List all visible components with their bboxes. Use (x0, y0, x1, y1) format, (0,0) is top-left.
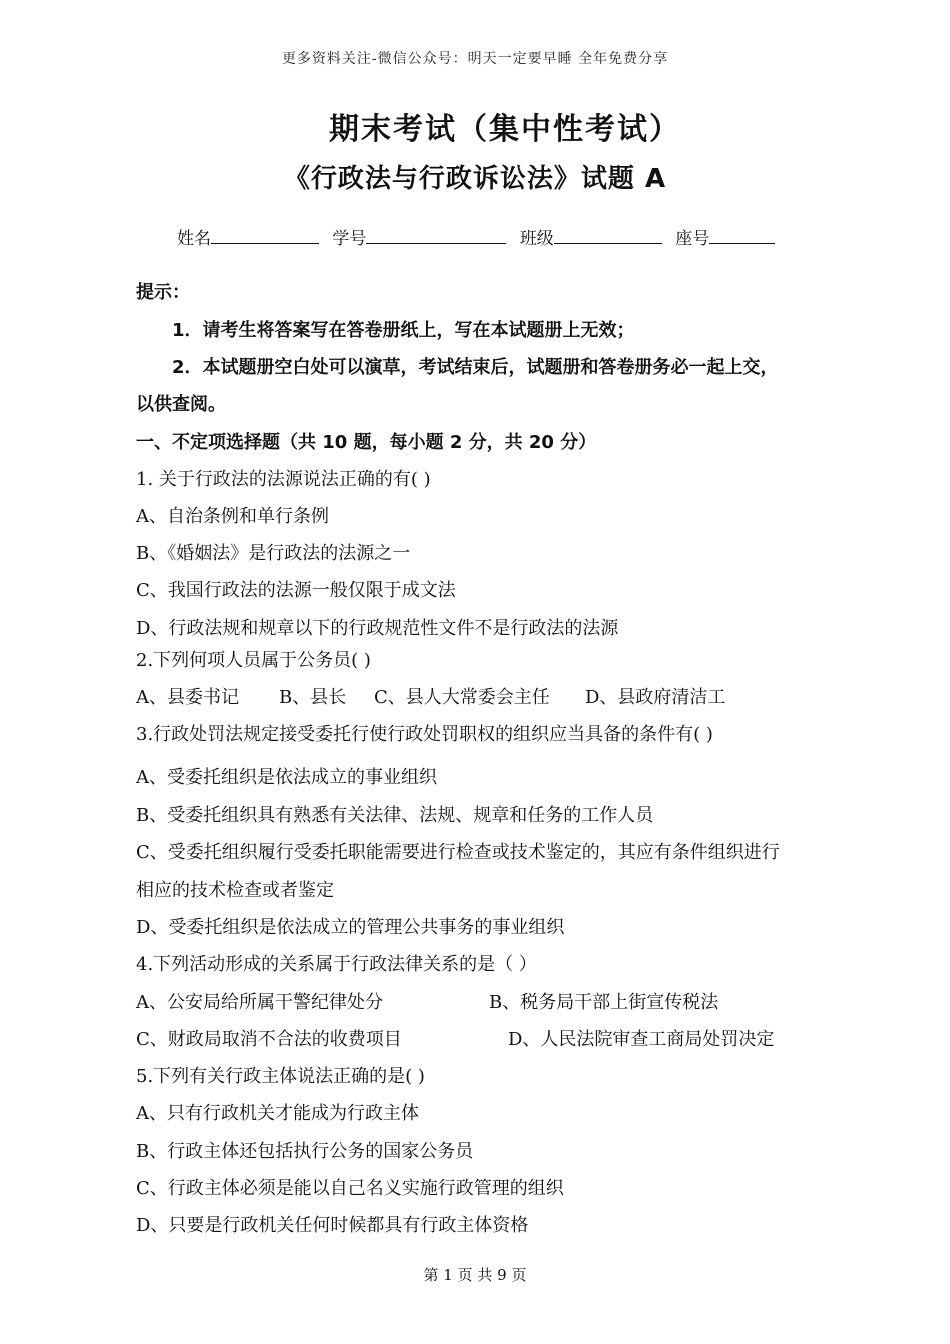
q3-option-d: D、受委托组织是依法成立的管理公共事务的事业组织 (136, 917, 565, 938)
q4-option-c: C、财政局取消不合法的收费项目 (136, 1029, 402, 1050)
q3-stem: 3.行政处罚法规定接受委托行使行政处罚职权的组织应当具备的条件有( ) (136, 724, 713, 745)
class-blank (554, 227, 662, 244)
tips-heading: 提示： (136, 282, 190, 303)
tip-item-2-cont: 以供查阅。 (136, 394, 226, 415)
q2-stem: 2.下列何项人员属于公务员( ) (136, 650, 371, 671)
q4-option-d: D、人民法院审查工商局处罚决定 (508, 1029, 775, 1050)
q1-option-b: B、《婚姻法》是行政法的法源之一 (136, 543, 411, 564)
q5-option-b: B、行政主体还包括执行公务的国家公务员 (136, 1141, 474, 1162)
id-blank (366, 227, 506, 244)
q1-option-d: D、行政法规和规章以下的行政规范性文件不是行政法的法源 (136, 618, 619, 639)
q5-option-d: D、只要是行政机关任何时候都具有行政主体资格 (136, 1215, 529, 1236)
q3-option-c: C、受委托组织履行受委托职能需要进行检查或技术鉴定的，其应有条件组织进行 (136, 842, 780, 863)
q2-option-d: D、县政府清洁工 (585, 687, 726, 708)
q1-option-c: C、我国行政法的法源一般仅限于成文法 (136, 580, 456, 601)
q5-option-c: C、行政主体必须是能以自己名义实施行政管理的组织 (136, 1178, 564, 1199)
tip-item-2: 2．本试题册空白处可以演草，考试结束后，试题册和答卷册务必一起上交， (172, 357, 779, 378)
q1-option-a: A、自治条例和单行条例 (136, 506, 329, 527)
student-info-row (177, 224, 775, 249)
name-label: 姓名 (177, 229, 211, 249)
exam-title: 期末考试（集中性考试） (329, 112, 681, 147)
q4-option-b: B、税务局干部上街宣传税法 (489, 992, 719, 1013)
q2-option-b: B、县长 (279, 687, 347, 708)
seat-blank (709, 227, 775, 244)
exam-subtitle: 《行政法与行政诉讼法》试题 A (283, 164, 667, 194)
class-label: 班级 (519, 229, 554, 249)
q3-option-c-cont: 相应的技术检查或者鉴定 (136, 880, 334, 901)
page-footer: 第 1 页 共 9 页 (423, 1266, 527, 1284)
q2-option-c: C、县人大常委会主任 (374, 687, 550, 708)
seat-label: 座号 (675, 229, 710, 249)
q3-option-a: A、受委托组织是依法成立的事业组织 (136, 767, 437, 788)
section-heading: 一、不定项选择题（共 10 题，每小题 2 分，共 20 分） (136, 432, 597, 453)
header-note: 更多资料关注-微信公众号：明天一定要早睡 全年免费分享 (281, 51, 669, 67)
tip-item-1: 1．请考生将答案写在答卷册纸上，写在本试题册上无效； (172, 320, 635, 341)
name-blank (211, 227, 319, 244)
q4-stem: 4.下列活动形成的关系属于行政法律关系的是（ ） (136, 954, 537, 975)
q1-stem: 1. 关于行政法的法源说法正确的有( ) (136, 469, 431, 490)
q2-option-a: A、县委书记 (136, 687, 239, 708)
id-label: 学号 (332, 229, 367, 249)
q5-option-a: A、只有行政机关才能成为行政主体 (136, 1103, 419, 1124)
q4-option-a: A、公安局给所属干警纪律处分 (136, 992, 383, 1013)
q3-option-b: B、受委托组织具有熟悉有关法律、法规、规章和任务的工作人员 (136, 805, 654, 826)
q5-stem: 5.下列有关行政主体说法正确的是( ) (136, 1066, 425, 1087)
